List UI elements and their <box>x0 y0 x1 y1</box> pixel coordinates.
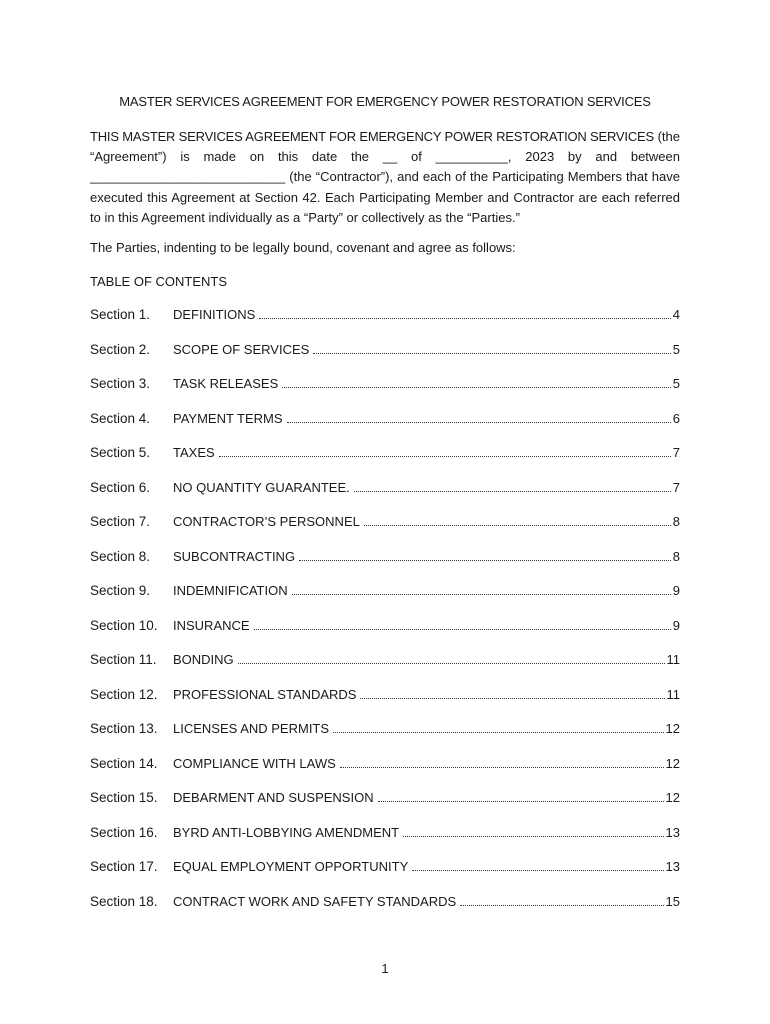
toc-section-title: PAYMENT TERMS <box>173 410 283 426</box>
toc-section-title: TASK RELEASES <box>173 376 279 391</box>
toc-section-title: CONTRACT WORK AND SAFETY STANDARDS <box>173 893 457 909</box>
table-of-contents <box>90 307 680 928</box>
toc-page-number: 4 <box>672 307 680 322</box>
toc-entry[interactable] <box>90 652 680 687</box>
toc-entry[interactable] <box>90 894 680 929</box>
toc-dot-leader <box>313 352 670 354</box>
toc-section-title: TAXES <box>173 445 215 460</box>
toc-dot-leader <box>287 421 671 423</box>
toc-page-number: 13 <box>665 824 680 840</box>
toc-section-number: Section 7. <box>90 514 151 529</box>
toc-section-number: Section 8. <box>90 548 151 564</box>
toc-page-number: 5 <box>672 341 680 357</box>
toc-entry[interactable] <box>90 411 680 446</box>
toc-dot-leader <box>299 559 671 561</box>
toc-dot-leader <box>282 386 671 388</box>
toc-section-number: Section 14. <box>90 755 158 771</box>
toc-page-number: 12 <box>665 755 680 771</box>
toc-dot-leader <box>403 835 663 837</box>
toc-dot-leader <box>354 490 671 492</box>
page-number: 1 <box>381 961 389 976</box>
intro-body: (the “Agreement”) is made on this date the __ of __________, 2023 by and between ___________________________ (the “Contractor”), and each of the Participating Members that have executed this Agreement at Section 42. Each Participating Member and Contractor are each referred to in this Agreement individually as a “Party” or collectively as the “Parties.” <box>90 129 680 225</box>
toc-dot-leader <box>254 628 671 630</box>
toc-dot-leader <box>412 869 663 871</box>
toc-section-number: Section 12. <box>90 686 158 702</box>
toc-entry[interactable] <box>90 376 680 411</box>
toc-entry[interactable] <box>90 790 680 825</box>
toc-section-title: DEFINITIONS <box>173 307 256 322</box>
toc-section-number: Section 4. <box>90 410 151 426</box>
toc-page-number: 7 <box>672 445 680 460</box>
toc-section-number: Section 5. <box>90 445 151 460</box>
toc-section-title: SUBCONTRACTING <box>173 548 296 564</box>
toc-section-number: Section 6. <box>90 479 151 495</box>
toc-dot-leader <box>292 593 671 595</box>
toc-section-title: PROFESSIONAL STANDARDS <box>173 686 357 702</box>
toc-page-number: 12 <box>665 721 680 736</box>
toc-page-number: 7 <box>672 479 680 495</box>
toc-entry[interactable] <box>90 756 680 791</box>
toc-entry[interactable] <box>90 480 680 515</box>
toc-section-number: Section 2. <box>90 341 151 357</box>
toc-entry[interactable] <box>90 307 680 342</box>
toc-entry[interactable] <box>90 583 680 618</box>
toc-section-title: INSURANCE <box>173 617 250 633</box>
toc-entry[interactable] <box>90 859 680 894</box>
toc-entry[interactable] <box>90 721 680 756</box>
toc-page-number: 8 <box>672 548 680 564</box>
toc-page-number: 11 <box>666 652 680 667</box>
toc-dot-leader <box>360 697 664 699</box>
toc-section-title: BONDING <box>173 652 234 667</box>
toc-page-number: 5 <box>672 376 680 391</box>
toc-dot-leader <box>378 800 664 802</box>
parties-statement: The Parties, indenting to be legally bound, covenant and agree as follows: <box>90 240 516 255</box>
toc-section-number: Section 18. <box>90 893 158 909</box>
toc-section-number: Section 3. <box>90 376 151 391</box>
intro-paragraph <box>90 127 680 228</box>
toc-section-title: LICENSES AND PERMITS <box>173 721 330 736</box>
toc-dot-leader <box>340 766 664 768</box>
toc-page-number: 12 <box>665 790 680 805</box>
toc-dot-leader <box>259 317 670 319</box>
toc-section-number: Section 10. <box>90 617 158 633</box>
toc-section-number: Section 17. <box>90 859 158 874</box>
toc-entry[interactable] <box>90 687 680 722</box>
toc-heading: TABLE OF CONTENTS <box>90 274 227 289</box>
toc-dot-leader <box>364 524 671 526</box>
toc-section-number: Section 15. <box>90 790 158 805</box>
toc-dot-leader <box>238 662 665 664</box>
toc-section-title: COMPLIANCE WITH LAWS <box>173 755 336 771</box>
toc-section-title: EQUAL EMPLOYMENT OPPORTUNITY <box>173 859 409 874</box>
toc-section-number: Section 9. <box>90 583 151 598</box>
toc-section-title: CONTRACTOR’S PERSONNEL <box>173 514 360 529</box>
toc-dot-leader <box>219 455 671 457</box>
toc-section-title: INDEMNIFICATION <box>173 583 288 598</box>
toc-entry[interactable] <box>90 445 680 480</box>
toc-page-number: 9 <box>672 583 680 598</box>
intro-lead: THIS MASTER SERVICES AGREEMENT FOR EMERGENCY POWER RESTORATION SERVICES <box>90 129 654 144</box>
toc-section-number: Section 1. <box>90 307 151 322</box>
toc-dot-leader <box>460 904 663 906</box>
toc-page-number: 6 <box>672 410 680 426</box>
toc-section-title: NO QUANTITY GUARANTEE. <box>173 479 350 495</box>
document-title: MASTER SERVICES AGREEMENT FOR EMERGENCY POWER RESTORATION SERVICES <box>119 94 651 109</box>
toc-section-number: Section 13. <box>90 721 158 736</box>
toc-page-number: 8 <box>672 514 680 529</box>
toc-entry[interactable] <box>90 514 680 549</box>
toc-section-title: DEBARMENT AND SUSPENSION <box>173 790 374 805</box>
toc-entry[interactable] <box>90 618 680 653</box>
toc-entry[interactable] <box>90 825 680 860</box>
toc-section-number: Section 11. <box>90 652 157 667</box>
toc-page-number: 15 <box>665 893 680 909</box>
toc-section-number: Section 16. <box>90 824 158 840</box>
toc-entry[interactable] <box>90 342 680 377</box>
toc-section-title: SCOPE OF SERVICES <box>173 341 310 357</box>
toc-dot-leader <box>333 731 663 733</box>
toc-section-title: BYRD ANTI-LOBBYING AMENDMENT <box>173 824 400 840</box>
toc-page-number: 11 <box>666 686 680 702</box>
toc-page-number: 13 <box>665 859 680 874</box>
toc-entry[interactable] <box>90 549 680 584</box>
toc-page-number: 9 <box>672 617 680 633</box>
